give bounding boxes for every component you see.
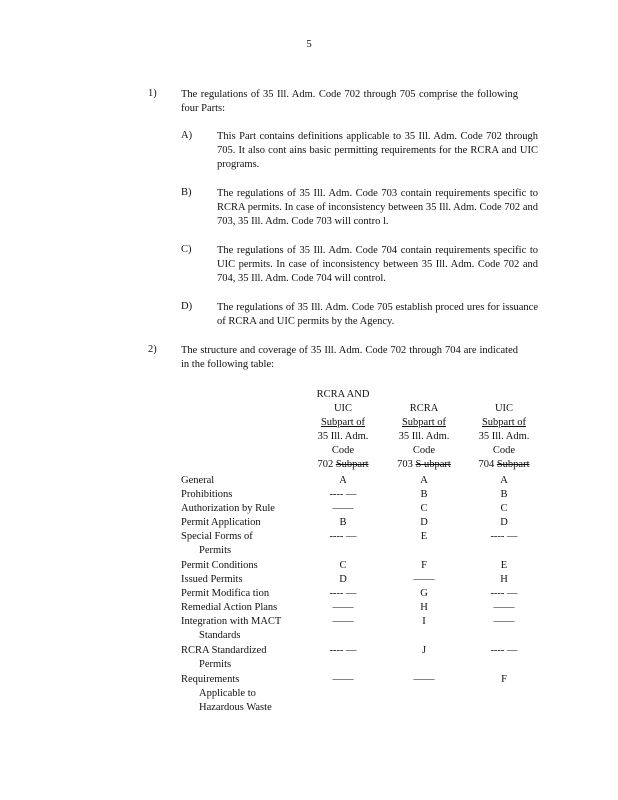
subitem-letter: C) [181,244,192,255]
list-item-text: The structure and coverage of 35 Ill. Adm. Code 702 through 704 are indicated in the following table: [181,345,518,370]
table-row-label [181,474,291,488]
column-header-code: 702 [317,459,334,470]
column-header-line: Code [412,445,436,456]
table-row-label [181,502,291,516]
row-label-line: Authorization by Rule [181,503,275,514]
row-label-line: Remedial Action Plans [181,602,278,613]
column-header-line: Subpart of [481,417,527,428]
table-cell: —— [493,616,515,627]
subitem-a [181,130,538,172]
row-label-line: Permit Modifica tion [181,588,270,599]
table-cell: H [500,574,508,585]
row-label-line: Standards [199,630,241,641]
table-cell: F [501,674,507,685]
subitem-letter: D) [181,301,193,312]
table-row-label [181,615,291,643]
subitem-d [181,301,538,329]
table-column-header-703 [389,388,459,472]
table-cell: —— [493,602,515,613]
struck-text: Subpart [335,459,369,470]
table-cell: C [500,503,508,514]
table-row-label [181,673,291,715]
column-header-code: 704 [478,459,495,470]
row-label-line: Permits [199,659,232,670]
table-cell: B [420,489,428,500]
subitem-letter: B) [181,187,192,198]
column-header-line: Code [331,445,355,456]
row-label-line: General [181,475,215,486]
struck-text: S ubpart [415,459,451,470]
row-label-line: Prohibitions [181,489,233,500]
table-cell: —— [332,616,354,627]
table-cell: —— [332,674,354,685]
table-cell: A [500,475,508,486]
table-cell: C [339,560,347,571]
table-column-header-704 [469,388,539,472]
row-label-line: Issued Permits [181,574,243,585]
page-number: 5 [306,38,312,50]
table-cell: E [500,560,508,571]
row-label-line: Hazardous Waste [199,702,272,713]
table-row-label [181,559,291,573]
row-label-line: Special Forms of [181,531,253,542]
subitem-text: This Part contains definitions applicable to 35 Ill. Adm. Code 702 through 705. It also cont ains basic permitting requirements for the RCRA and UIC programs. [217,131,538,170]
table-cell: —— [332,503,354,514]
table-cell: I [422,616,426,627]
table-cell: E [420,531,428,542]
list-item-number: 2) [148,344,157,355]
subitem-text: The regulations of 35 Ill. Adm. Code 704 contain requirements specific to UIC permits. In case of inconsistency between 35 Ill. Adm. Code 702 and 704, 35 Ill. Adm. Code 704 will control. [217,245,538,284]
table-row-label [181,587,291,601]
list-item-text: The regulations of 35 Ill. Adm. Code 702 through 705 comprise the following four Parts: [181,89,518,114]
table-cell: F [421,560,427,571]
table-cell: A [420,475,428,486]
row-label-line: Permit Conditions [181,560,258,571]
table-column-header-702 [308,388,378,472]
column-header-line: 35 Ill. Adm. [317,431,369,442]
subitem-c [181,244,538,286]
table-row-label [181,573,291,587]
column-header-line: UIC [333,403,353,414]
table-cell: —— [332,602,354,613]
struck-text: Subpart [496,459,530,470]
table-cell: G [420,588,428,599]
table-cell: D [500,517,508,528]
row-label-line: Permit Application [181,517,261,528]
column-header-line: Code [492,445,516,456]
list-item-number: 1) [148,88,157,99]
column-header-line [389,388,459,402]
row-label-line: Integration with MACT [181,616,282,627]
row-label-line: Requirements [181,674,240,685]
table-row-label [181,601,291,615]
column-header-line: 35 Ill. Adm. [478,431,530,442]
list-item-2 [148,344,518,372]
table-cell: D [420,517,428,528]
table-cell: B [500,489,508,500]
column-header-line [469,388,539,402]
subitem-text: The regulations of 35 Ill. Adm. Code 703 contain requirements specific to RCRA permits. In case of inconsistency between 35 Ill. Adm. Code 702 and 703, 35 Ill. Adm. Code 703 will contro l. [217,188,538,227]
list-item-1 [148,88,518,116]
table-cell: B [339,517,347,528]
table-cell: —— [413,674,435,685]
row-label-line: Permits [199,545,232,556]
table-row-label [181,488,291,502]
table-cell: C [420,503,428,514]
column-header-line: Subpart of [320,417,366,428]
table-cell: ---- — [490,645,518,656]
column-header-line: RCRA [409,403,439,414]
column-header-line: Subpart of [401,417,447,428]
table-cell: ---- — [329,588,357,599]
subitem-text: The regulations of 35 Ill. Adm. Code 705 establish proced ures for issuance of RCRA and UIC permits by the Agency. [217,302,538,327]
column-header-code: 703 [397,459,413,470]
table-cell: D [339,574,347,585]
subitem-b [181,187,538,229]
table-cell: A [339,475,347,486]
table-cell: ---- — [329,531,357,542]
table-cell: H [420,602,428,613]
table-row-label [181,516,291,530]
column-header-line: UIC [494,403,514,414]
row-label-line: RCRA Standardized [181,645,267,656]
table-row-label [181,644,291,672]
table-cell: ---- — [490,588,518,599]
row-label-line: Applicable to [199,688,256,699]
table-cell: —— [413,574,435,585]
column-header-line: 35 Ill. Adm. [398,431,450,442]
table-cell: ---- — [329,645,357,656]
table-row-label [181,530,291,558]
table-cell: J [421,645,427,656]
table-cell: ---- — [490,531,518,542]
subitem-letter: A) [181,130,193,141]
table-cell: ---- — [329,489,357,500]
column-header-line: RCRA AND [316,389,370,400]
